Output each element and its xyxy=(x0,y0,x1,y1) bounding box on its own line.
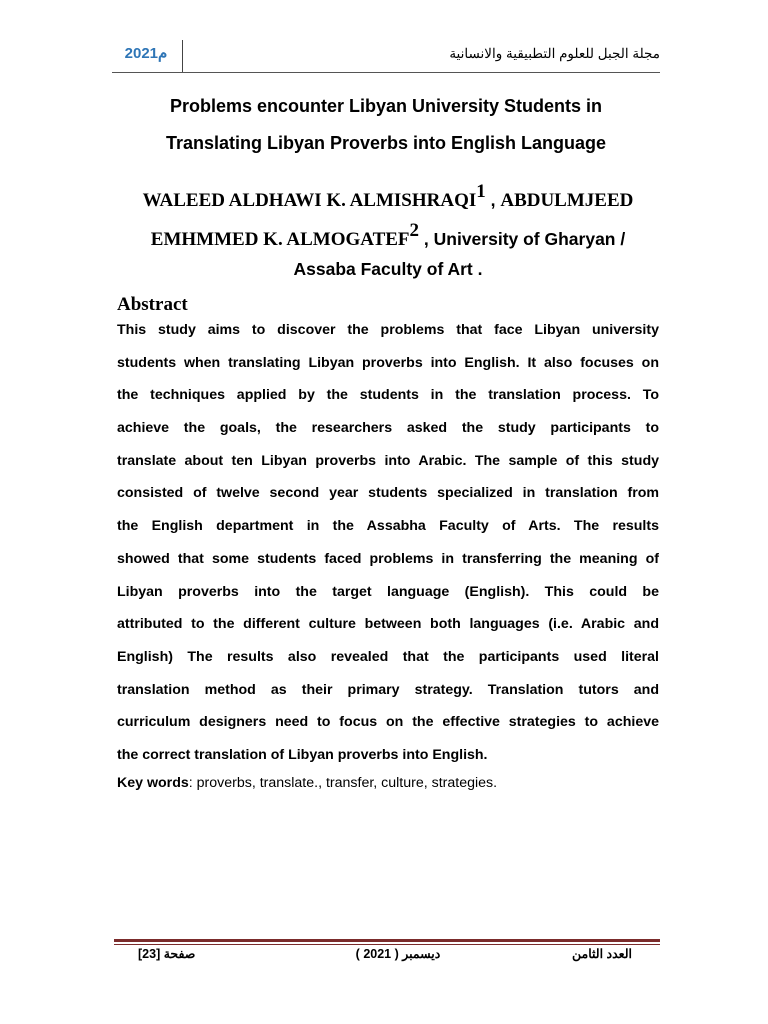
abstract-body xyxy=(117,318,659,776)
authors-line-2 xyxy=(110,216,666,255)
authors-line-1 xyxy=(110,177,666,216)
abstract-line: achieve the goals, the researchers asked the study participants to xyxy=(117,420,659,437)
author-1-superscript: 1 xyxy=(476,181,486,202)
keywords-text: : proverbs, translate., transfer, culture, strategies. xyxy=(188,775,498,791)
affiliation-part-1: , University of Gharyan / xyxy=(419,229,626,249)
footer-issue: العدد الثامن xyxy=(572,947,632,961)
footer-rule-thin xyxy=(114,944,660,945)
page-header xyxy=(112,40,660,73)
abstract-line: English) The results also revealed that the participants used literal xyxy=(117,648,659,665)
abstract-line: curriculum designers need to focus on the effective strategies to achieve xyxy=(117,714,659,731)
authors-block xyxy=(110,177,666,285)
abstract-line: translate about ten Libyan proverbs into Arabic. The sample of this study xyxy=(117,452,659,469)
paper-title-line-1: Problems encounter Libyan University Students in xyxy=(169,96,603,116)
abstract-line: Libyan proverbs into the target language (English). This could be xyxy=(117,583,659,600)
abstract-line: consisted of twelve second year students specialized in translation from xyxy=(117,485,659,502)
abstract-line: the correct translation of Libyan proverbs into English. xyxy=(117,746,488,763)
abstract-line: This study aims to discover the problems that face Libyan university xyxy=(117,322,659,338)
header-divider-vertical xyxy=(182,40,183,72)
abstract-line: students when translating Libyan proverbs into English. It also focuses on xyxy=(117,354,659,371)
header-journal-name: مجلة الجبل للعلوم التطبيقية والانسانية xyxy=(449,46,660,61)
abstract-heading: Abstract xyxy=(117,294,188,315)
keywords-label: Key words xyxy=(117,775,189,791)
footer-page-number: صفحة [23] xyxy=(138,947,196,961)
author-1-name: WALEED ALDHAWI K. ALMISHRAQI xyxy=(142,190,477,211)
abstract-line: the techniques applied by the students in the translation process. To xyxy=(117,387,659,404)
keywords xyxy=(117,775,497,791)
affiliation-part-2: Assaba Faculty of Art . xyxy=(293,259,483,279)
author-separator: , xyxy=(485,190,501,210)
footer-date: ديسمبر ( 2021 ) xyxy=(355,947,441,961)
abstract-line: translation method as their primary strategy. Translation tutors and xyxy=(117,681,659,698)
abstract-line: showed that some students faced problems in transferring the meaning of xyxy=(117,550,659,567)
author-2-superscript: 2 xyxy=(409,220,420,241)
author-2-first-name: ABDULMJEED xyxy=(500,190,634,211)
abstract-line: the English department in the Assabha Faculty of Arts. The results xyxy=(117,518,659,535)
header-rule xyxy=(112,72,660,73)
paper-title-line-2: Translating Libyan Proverbs into English Language xyxy=(165,133,607,153)
authors-line-3 xyxy=(110,255,666,285)
footer-rule-thick xyxy=(114,939,660,942)
author-2-rest-name: EMHMMED K. ALMOGATEF xyxy=(150,229,410,250)
abstract-line: attributed to the different culture between both languages (i.e. Arabic and xyxy=(117,616,659,633)
header-year: 2021م xyxy=(124,45,168,62)
